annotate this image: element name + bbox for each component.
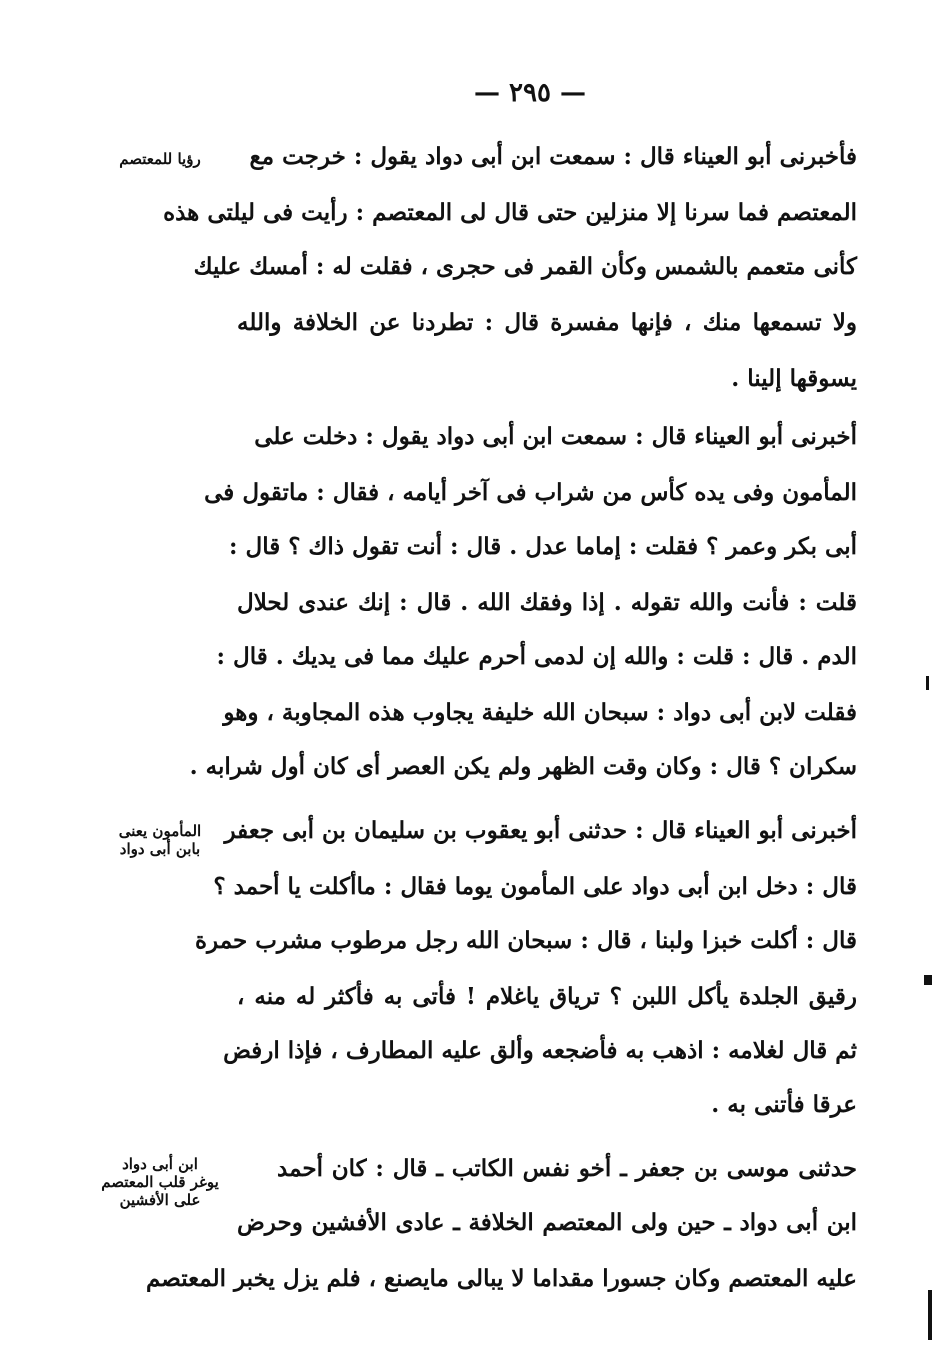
text-line: المعتصم فما سرنا إلا منزلين حتى قال لى المعتصم : رأيت فى ليلتى هذه [163, 199, 857, 226]
text-line: المأمون وفى يده كأس من شراب فى آخر أيامه ، فقال : ماتقول فى [204, 479, 857, 506]
text-line: قال : أكلت خبزا ولبنا ، قال : سبحان الله رجل مرطوب مشرب حمرة [194, 927, 857, 954]
scan-mark [926, 676, 929, 690]
text-line: حدثنى موسى بن جعفر ـ أخو نفس الكاتب ـ قال : كان أحمد [277, 1155, 857, 1182]
scan-mark [928, 1290, 932, 1340]
text-line: أخبرنى أبو العيناء قال : سمعت ابن أبى دواد يقول : دخلت على [254, 423, 857, 450]
text-line: عرقا فأتنى به . [711, 1091, 857, 1118]
text-line: الدم . قال : قلت : والله إن لدمى أحرم عليك مما فى يديك . قال : [216, 643, 857, 670]
text-line: ولا تسمعها منك ، فإنها مفسرة قال : تطردنا عن الخلافة والله [237, 309, 857, 336]
side-note-line: يوغر قلب المعتصم [101, 1173, 219, 1191]
text-line: قلت : فأنت والله تقوله . إذا وفقك الله . قال : إنك عندى لحلال [237, 589, 857, 616]
text-line: ابن أبى دواد ـ حين ولى المعتصم الخلافة ـ عادى الأفشين وحرض [237, 1209, 857, 1236]
text-line: يسوقها إلينا . [731, 365, 857, 392]
side-note-2 [95, 822, 225, 858]
text-line: فقلت لابن أبى دواد : سبحان الله خليفة يجاوب هذه المجاوبة ، وهو [223, 699, 857, 726]
text-line: عليه المعتصم وكان جسورا مقداما لا يبالى مايصنع ، فلم يزل يخبر المعتصم [145, 1265, 857, 1292]
text-line: فأخبرنى أبو العيناء قال : سمعت ابن أبى دواد يقول : خرجت مع [249, 143, 857, 170]
side-note-line: بابن أبى دواد [119, 840, 201, 858]
text-line: قال : دخل ابن أبى دواد على المأمون يوما فقال : ماأكلت يا أحمد ؟ [213, 873, 857, 900]
text-line: ثم قال لغلامه : اذهب به فأضجعه وألق عليه المطارف ، فإذا ارفض [223, 1037, 857, 1064]
page-number: — ٢٩٥ — [473, 78, 587, 108]
side-note-line: ابن أبى دواد [122, 1155, 198, 1173]
text-line: سكران ؟ قال : وكان وقت الظهر ولم يكن العصر أى كان أول شرابه . [189, 753, 857, 780]
text-line: أخبرنى أبو العيناء قال : حدثنى أبو يعقوب بن سليمان بن أبى جعفر [224, 817, 857, 844]
side-note-3 [95, 1155, 225, 1209]
text-line: رقيق الجلدة يأكل اللبن ؟ ترياق ياغلام ! فأتى به فأكثر له منه ، [237, 983, 857, 1010]
text-line: أبى بكر وعمر ؟ فقلت : إماما عدل . قال : أنت تقول ذاك ؟ قال : [229, 533, 857, 560]
side-note-1 [95, 150, 225, 168]
side-note-line: رؤيا للمعتصم [119, 150, 201, 168]
side-note-line: على الأفشين [119, 1191, 201, 1209]
text-line: كأنى متعمم بالشمس وكأن القمر فى حجرى ، فقلت له : أمسك عليك [193, 253, 857, 280]
side-note-line: المأمون يعنى [118, 822, 202, 840]
scan-mark [924, 975, 932, 985]
